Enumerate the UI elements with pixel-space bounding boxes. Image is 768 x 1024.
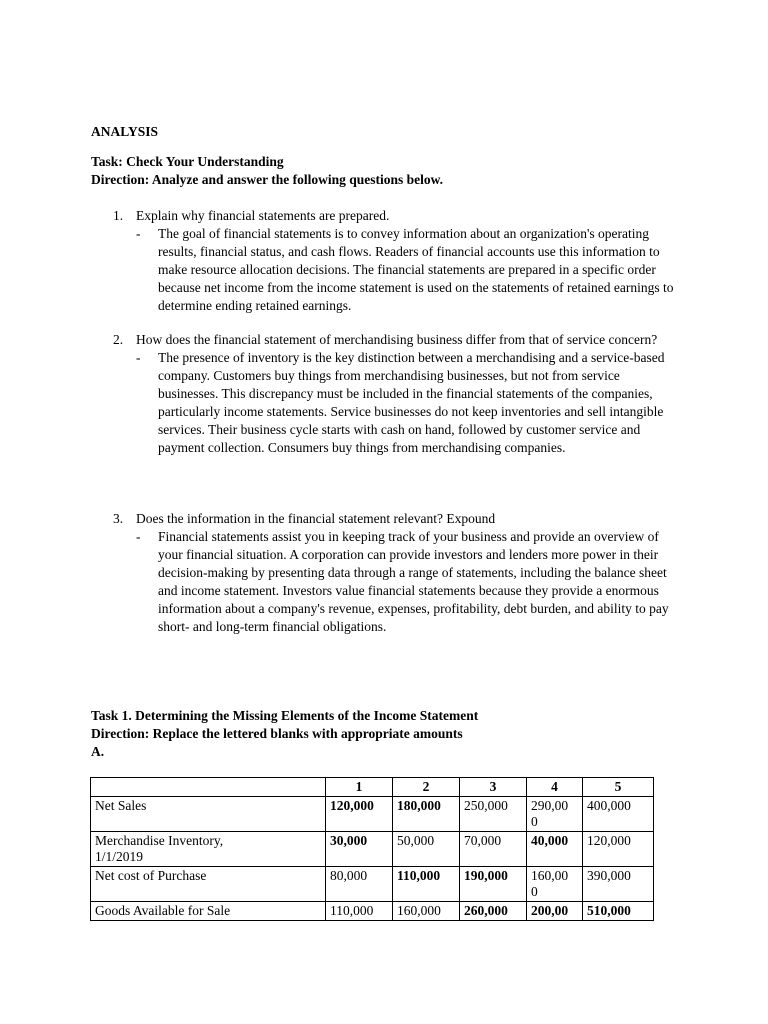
table-header-cell: 2 — [393, 778, 460, 797]
answer-2-text: The presence of inventory is the key distinction between a merchandising and a service-based company. Customers buy things from merchandising businesses, but not from service businesses. This discrepancy must be included in the financial statements of the companies, particularly income statements. Service businesses do not keep inventories and sell intangible services. Their business cycle starts with cash on hand, followed by customer service and payment collection. Consumers buy things from merchandising companies. — [158, 350, 665, 455]
table-cell: 70,000 — [460, 832, 527, 867]
table-cell: 250,000 — [460, 797, 527, 832]
question-2-text: How does the financial statement of merchandising business differ from that of service concern? — [136, 332, 658, 347]
table-cell: 200,00 — [527, 902, 583, 921]
answer-1 — [136, 225, 683, 315]
row-label-net-sales: Net Sales — [91, 797, 326, 832]
table-cell: 110,000 — [393, 867, 460, 902]
table-row — [91, 902, 654, 921]
question-3-text: Does the information in the financial statement relevant? Expound — [136, 511, 496, 526]
task-title: Task: Check Your Understanding — [91, 154, 284, 169]
answer-1-bullet: - — [136, 226, 141, 241]
table-cell: 40,000 — [527, 832, 583, 867]
table-cell: 260,000 — [460, 902, 527, 921]
task-direction: Direction: Analyze and answer the following questions below. — [91, 172, 444, 187]
row-label-net-cost-of-purchase: Net cost of Purchase — [91, 867, 326, 902]
question-2-number: 2. — [113, 332, 124, 347]
table-row — [91, 832, 654, 867]
table-cell: 110,000 — [326, 902, 393, 921]
table-cell: 120,000 — [326, 797, 393, 832]
table-cell: 190,000 — [460, 867, 527, 902]
table-header-cell — [91, 778, 326, 797]
question-1 — [113, 207, 683, 315]
table-cell: 400,000 — [583, 797, 654, 832]
table-cell: 510,000 — [583, 902, 654, 921]
table-cell: 80,000 — [326, 867, 393, 902]
income-statement-table — [90, 777, 654, 921]
table-row — [91, 867, 654, 902]
task1-direction: Direction: Replace the lettered blanks with appropriate amounts — [91, 726, 463, 741]
table-header-cell: 3 — [460, 778, 527, 797]
table-cell: 290,00 0 — [527, 797, 583, 832]
table-row — [91, 797, 654, 832]
table-cell: 30,000 — [326, 832, 393, 867]
row-label-merchandise-inventory: Merchandise Inventory, 1/1/2019 — [91, 832, 326, 867]
table-header-cell: 1 — [326, 778, 393, 797]
table-header-cell: 5 — [583, 778, 654, 797]
table-header-cell: 4 — [527, 778, 583, 797]
table-cell: 390,000 — [583, 867, 654, 902]
table-header-row — [91, 778, 654, 797]
question-3 — [113, 510, 683, 636]
question-1-text: Explain why financial statements are prepared. — [136, 208, 390, 223]
question-2 — [113, 331, 683, 457]
table-cell: 180,000 — [393, 797, 460, 832]
answer-2 — [136, 349, 683, 457]
section-heading: ANALYSIS — [91, 124, 159, 139]
question-1-number: 1. — [113, 208, 124, 223]
table-cell: 50,000 — [393, 832, 460, 867]
task1-title: Task 1. Determining the Missing Elements of the Income Statement — [91, 708, 479, 723]
question-3-number: 3. — [113, 511, 124, 526]
table-cell: 160,00 0 — [527, 867, 583, 902]
answer-1-text: The goal of financial statements is to convey information about an organization's operating results, financial status, and cash flows. Readers of financial accounts use this information to make resource allocation decisions. The financial statements are prepared in a specific order because net income from the income statement is used on the statements of retained earnings to determine ending retained earnings. — [158, 226, 674, 313]
task1-section-label: A. — [91, 744, 105, 759]
answer-3 — [136, 528, 683, 636]
answer-2-bullet: - — [136, 350, 141, 365]
table-cell: 160,000 — [393, 902, 460, 921]
answer-3-text: Financial statements assist you in keeping track of your business and provide an overview of your financial situation. A corporation can provide investors and lenders more power in their decision-making by presenting data through a range of statements, including the balance sheet and income statement. Investors value financial statements because they provide a enormous information about a company's revenue, expenses, profitability, debt burden, and ability to pay short- and long-term financial obligations. — [158, 529, 669, 634]
row-label-goods-available-for-sale: Goods Available for Sale — [91, 902, 326, 921]
answer-3-bullet: - — [136, 529, 141, 544]
table-cell: 120,000 — [583, 832, 654, 867]
